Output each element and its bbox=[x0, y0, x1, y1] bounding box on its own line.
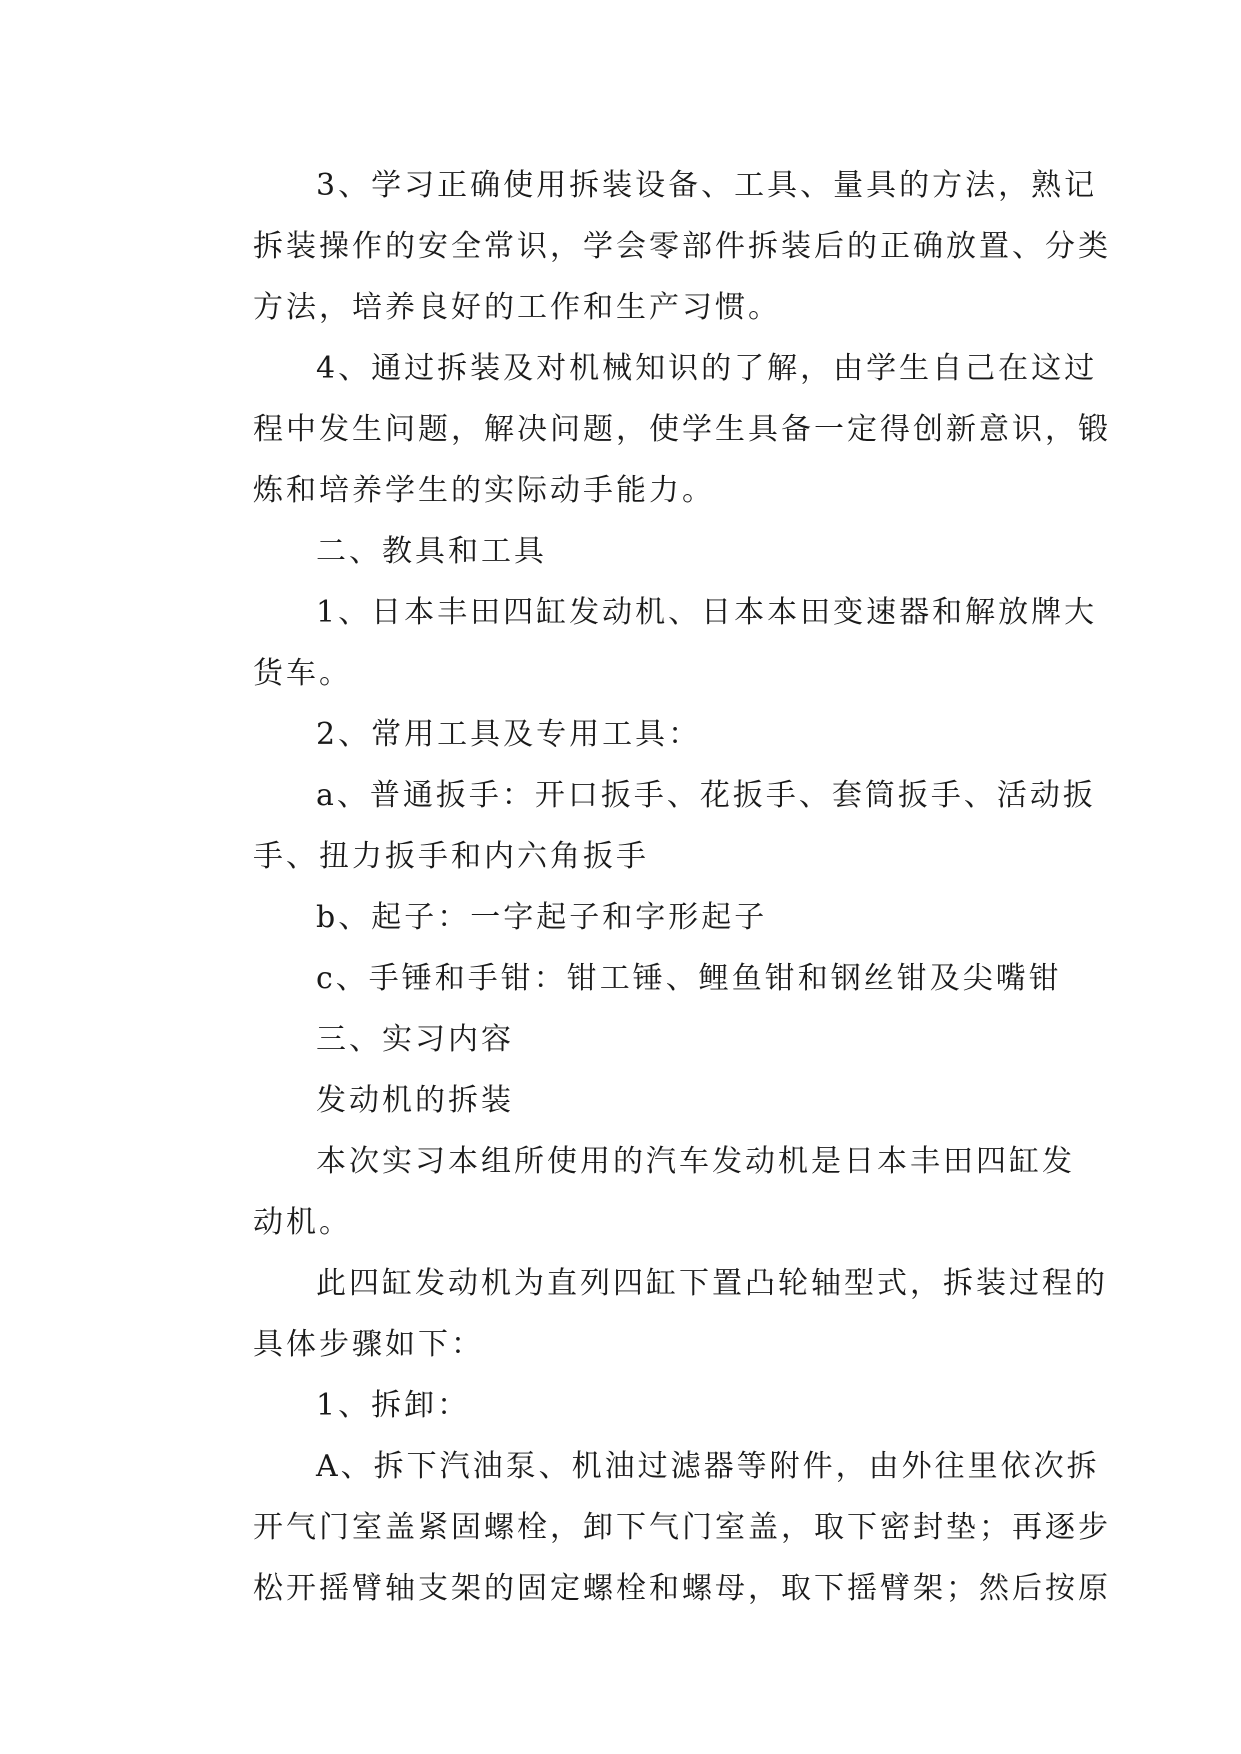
text-line: a、普通扳手：开口扳手、花扳手、套筒扳手、活动扳 bbox=[316, 778, 1096, 813]
heading-text: 发动机的拆装 bbox=[316, 1083, 514, 1118]
text-line: 炼和培养学生的实际动手能力。 bbox=[253, 473, 715, 508]
paragraph-engine-intro bbox=[190, 1131, 1075, 1253]
text-line: 开气门室盖紧固螺栓，卸下气门室盖，取下密封垫；再逐步 bbox=[253, 1510, 1111, 1545]
paragraph-screwdrivers bbox=[190, 887, 1052, 948]
text-line: 手、扭力扳手和内六角扳手 bbox=[253, 839, 649, 874]
paragraph-engine-type bbox=[190, 1253, 1108, 1375]
text-line: 4、通过拆装及对机械知识的了解，由学生自己在这过 bbox=[316, 351, 1098, 386]
paragraph-wrenches bbox=[190, 765, 1096, 887]
text-line: 3、学习正确使用拆装设备、工具、量具的方法，熟记 bbox=[316, 168, 1098, 203]
text-line: 具体步骤如下： bbox=[253, 1327, 484, 1362]
text-line: 1、拆卸： bbox=[316, 1388, 471, 1423]
text-line: b、起子：一字起子和字形起子 bbox=[316, 900, 768, 935]
paragraph-common-tools bbox=[190, 704, 1052, 765]
text-line: 2、常用工具及专用工具： bbox=[316, 717, 702, 752]
subheading-engine bbox=[190, 1070, 1052, 1131]
section-heading-tools bbox=[190, 521, 1052, 582]
text-line: 货车。 bbox=[253, 656, 352, 691]
paragraph-equipment bbox=[190, 582, 1098, 704]
paragraph-hammers-pliers bbox=[190, 948, 1062, 1009]
text-line: 动机。 bbox=[253, 1205, 352, 1240]
text-line: 1、日本丰田四缸发动机、日本本田变速器和解放牌大 bbox=[316, 595, 1098, 630]
heading-text: 三、实习内容 bbox=[316, 1022, 514, 1057]
paragraph-item-3 bbox=[190, 155, 1111, 338]
paragraph-step-a bbox=[190, 1436, 1111, 1619]
document-body bbox=[190, 155, 1111, 1619]
text-line: 本次实习本组所使用的汽车发动机是日本丰田四缸发 bbox=[316, 1144, 1075, 1179]
heading-text: 二、教具和工具 bbox=[316, 534, 547, 569]
paragraph-disassembly bbox=[190, 1375, 1052, 1436]
text-line: 松开摇臂轴支架的固定螺栓和螺母，取下摇臂架；然后按原 bbox=[253, 1571, 1111, 1606]
paragraph-item-4 bbox=[190, 338, 1111, 521]
text-line: A、拆下汽油泵、机油过滤器等附件，由外往里依次拆 bbox=[316, 1449, 1100, 1484]
section-heading-content bbox=[190, 1009, 1052, 1070]
text-line: 拆装操作的安全常识，学会零部件拆装后的正确放置、分类 bbox=[253, 229, 1111, 264]
text-line: 程中发生问题，解决问题，使学生具备一定得创新意识，锻 bbox=[253, 412, 1111, 447]
text-line: 此四缸发动机为直列四缸下置凸轮轴型式，拆装过程的 bbox=[316, 1266, 1108, 1301]
text-line: c、手锤和手钳：钳工锤、鲤鱼钳和钢丝钳及尖嘴钳 bbox=[316, 961, 1062, 996]
text-line: 方法，培养良好的工作和生产习惯。 bbox=[253, 290, 781, 325]
